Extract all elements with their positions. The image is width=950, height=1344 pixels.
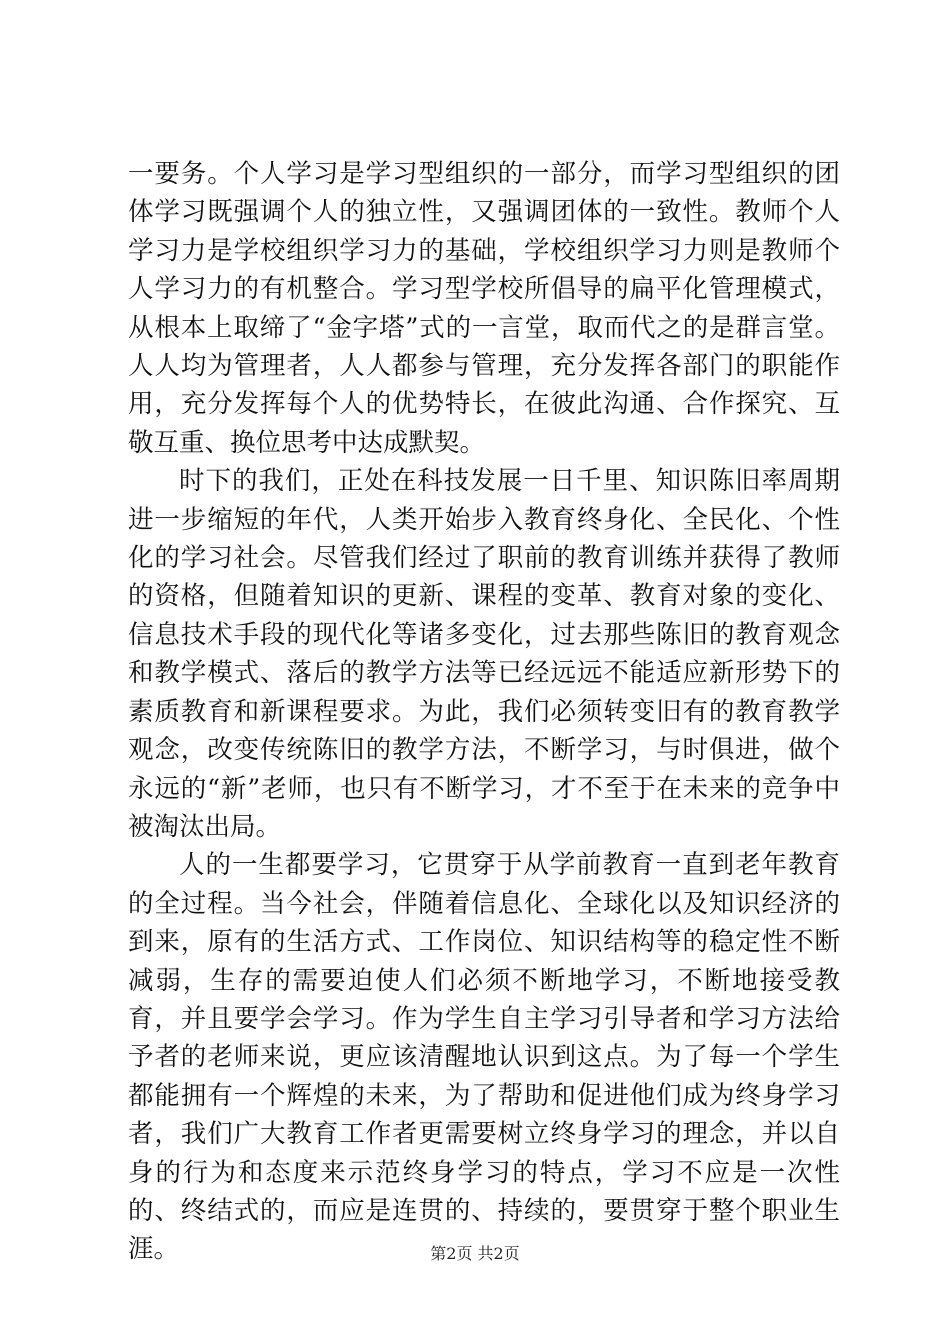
paragraph: 人的一生都要学习，它贯穿于从学前教育一直到老年教育的全过程。当今社会，伴随着信息化、全球化以及知识经济的到来，原有的生活方式、工作岗位、知识结构等的稳定性不断减弱，生存的需要迫使人们必须不断地学习，不断地接受教育，并且要学会学习。作为学生自主学习引导者和学习方法给予者的老师来说，更应该清醒地认识到这点。为了每一个学生都能拥有一个辉煌的未来，为了帮助和促进他们成为终身学习者，我们广大教育工作者更需要树立终身学习的理念，并以自身的行为和态度来示范终身学习的特点，学习不应是一次性的、终结式的，而应是连贯的、持续的，要贯穿于整个职业生涯。 — [128, 850, 840, 1265]
document-body — [128, 155, 840, 1269]
paragraph: 时下的我们，正处在科技发展一日千里、知识陈旧率周期进一步缩短的年代，人类开始步入教育终身化、全民化、个性化的学习社会。尽管我们经过了职前的教育训练并获得了教师的资格，但随着知识的更新、课程的变革、教育对象的变化、信息技术手段的现代化等诸多变化，过去那些陈旧的教育观念和教学模式、落后的教学方法等已经远远不能适应新形势下的素质教育和新课程要求。为此，我们必须转变旧有的教育教学观念，改变传统陈旧的教学方法，不断学习，与时俱进，做个永远的“新”老师，也只有不断学习，才不至于在未来的竞争中被淘汰出局。 — [128, 466, 840, 842]
page-footer: 第2页 共2页 — [430, 1244, 520, 1263]
paragraph-continued: 一要务。个人学习是学习型组织的一部分，而学习型组织的团体学习既强调个人的独立性，又强调团体的一致性。教师个人学习力是学校组织学习力的基础，学校组织学习力则是教师个人学习力的有机整合。学习型学校所倡导的扁平化管理模式，从根本上取缔了“金字塔”式的一言堂，取而代之的是群言堂。人人均为管理者，人人都参与管理，充分发挥各部门的职能作用，充分发挥每个人的优势特长，在彼此沟通、合作探究、互敬互重、换位思考中达成默契。 — [128, 159, 840, 458]
